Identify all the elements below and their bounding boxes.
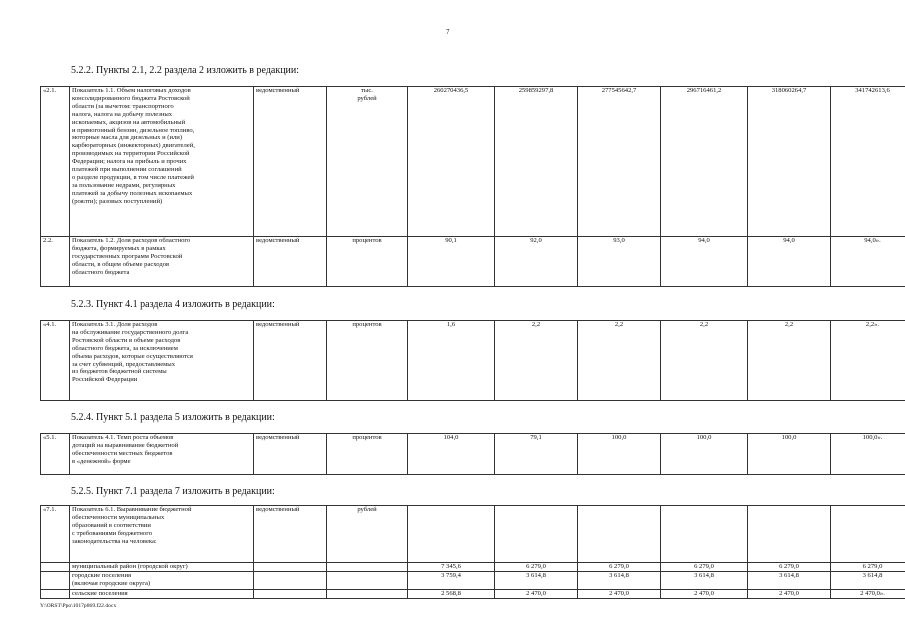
value-cell: 2 470,0 xyxy=(578,590,661,599)
value-cell: 92,0 xyxy=(495,237,578,287)
value-cell xyxy=(748,506,831,563)
page-number: 7 xyxy=(446,28,450,36)
value-cell: 104,0 xyxy=(408,434,495,475)
value-cell xyxy=(578,506,661,563)
indicator-type xyxy=(254,590,327,599)
indicator-type xyxy=(254,563,327,572)
row-number xyxy=(41,572,70,590)
value-cell: 2,2». xyxy=(831,321,905,401)
value-cell xyxy=(495,506,578,563)
table-row xyxy=(41,434,905,475)
indicator-name: Показатель 1.2. Доля расходов областного бюджета, формируемых в рамках государственных программ Ростовской области, в общем объеме расходов областного бюджета xyxy=(70,237,254,287)
row-number: «7.1. xyxy=(41,506,70,563)
unit-of-measure: рублей xyxy=(327,506,408,563)
section-title: 5.2.5. Пункт 7.1 раздела 7 изложить в редакции: xyxy=(71,486,275,497)
value-cell: 79,1 xyxy=(495,434,578,475)
value-cell: 6 279,0 xyxy=(661,563,748,572)
value-cell: 318060264,7 xyxy=(748,87,831,237)
value-cell: 6 279,0 xyxy=(578,563,661,572)
indicator-table xyxy=(40,433,905,475)
value-cell: 94,0 xyxy=(748,237,831,287)
value-cell: 277545642,7 xyxy=(578,87,661,237)
value-cell: 3 614,8 xyxy=(495,572,578,590)
row-number xyxy=(41,590,70,599)
section-title: 5.2.3. Пункт 4.1 раздела 4 изложить в редакции: xyxy=(71,299,275,310)
indicator-table xyxy=(40,320,905,401)
unit-of-measure xyxy=(327,590,408,599)
indicator-name: городские поселения (включая городские округа) xyxy=(70,572,254,590)
row-number xyxy=(41,563,70,572)
indicator-name: сельские поселения xyxy=(70,590,254,599)
value-cell: 260270436,5 xyxy=(408,87,495,237)
value-cell xyxy=(408,506,495,563)
value-cell: 6 279,0 xyxy=(748,563,831,572)
value-cell: 100,0 xyxy=(748,434,831,475)
value-cell: 2 568,8 xyxy=(408,590,495,599)
value-cell: 6 279,0 xyxy=(831,563,905,572)
indicator-table xyxy=(40,86,905,287)
unit-of-measure: процентов xyxy=(327,434,408,475)
value-cell: 94,0 xyxy=(661,237,748,287)
value-cell: 2 470,0 xyxy=(661,590,748,599)
unit-of-measure xyxy=(327,563,408,572)
value-cell: 3 614,8 xyxy=(578,572,661,590)
value-cell: 341742613,6 xyxy=(831,87,905,237)
value-cell xyxy=(661,506,748,563)
indicator-table xyxy=(40,505,905,599)
indicator-name: муниципальный район (городской округ) xyxy=(70,563,254,572)
value-cell: 296716461,2 xyxy=(661,87,748,237)
unit-of-measure: процентов xyxy=(327,237,408,287)
file-path-footer: Y:\ORST\Ppo\1017p869.f22.docx xyxy=(40,603,117,609)
value-cell: 3 614,8 xyxy=(661,572,748,590)
indicator-type: ведомственный xyxy=(254,434,327,475)
value-cell: 2 470,0 xyxy=(748,590,831,599)
value-cell: 93,0 xyxy=(578,237,661,287)
indicator-type: ведомственный xyxy=(254,237,327,287)
value-cell xyxy=(831,506,905,563)
indicator-type: ведомственный xyxy=(254,506,327,563)
value-cell: 90,1 xyxy=(408,237,495,287)
table-row xyxy=(41,506,905,563)
section-title: 5.2.4. Пункт 5.1 раздела 5 изложить в редакции: xyxy=(71,412,275,423)
unit-of-measure xyxy=(327,572,408,590)
table-row xyxy=(41,321,905,401)
table-row xyxy=(41,572,905,590)
indicator-type xyxy=(254,572,327,590)
table-row xyxy=(41,237,905,287)
indicator-name: Показатель 1.1. Объем налоговых доходов консолидированного бюджета Ростовской области (за вычетом: транспортного налога, налога на добычу полезных ископаемых, акцизов на автомобильный и прямогонный бензин, дизельное топливо, моторные масла для дизельных и (или) карбюраторных (инжекторных) двигателей, производимых на территории Российской Федерации; налога на прибыль и прочих платежей при выполнении соглашений о разделе продукции, в том числе платежей за пользование недрами, регулярных платежей за добычу полезных ископаемых (роялти); разовых поступлений) xyxy=(70,87,254,237)
indicator-name: Показатель 4.1. Темп роста объемов дотаций на выравнивание бюджетной обеспеченности местных бюджетов в «денежной» форме xyxy=(70,434,254,475)
unit-of-measure: процентов xyxy=(327,321,408,401)
value-cell: 2 470,0 xyxy=(495,590,578,599)
value-cell: 6 279,0 xyxy=(495,563,578,572)
value-cell: 100,0 xyxy=(578,434,661,475)
value-cell: 100,0». xyxy=(831,434,905,475)
unit-of-measure: тыс. рублей xyxy=(327,87,408,237)
table-row xyxy=(41,87,905,237)
value-cell: 7 345,6 xyxy=(408,563,495,572)
indicator-type: ведомственный xyxy=(254,321,327,401)
table-row xyxy=(41,590,905,599)
value-cell: 2,2 xyxy=(748,321,831,401)
row-number: «4.1. xyxy=(41,321,70,401)
value-cell: 94,0». xyxy=(831,237,905,287)
value-cell: 1,6 xyxy=(408,321,495,401)
value-cell: 100,0 xyxy=(661,434,748,475)
row-number: «5.1. xyxy=(41,434,70,475)
indicator-name: Показатель 6.1. Выравнивание бюджетной обеспеченности муниципальных образований в соответствии с требованиями бюджетного законодательства на человека: xyxy=(70,506,254,563)
value-cell: 2,2 xyxy=(661,321,748,401)
section-title: 5.2.2. Пункты 2.1, 2.2 раздела 2 изложить в редакции: xyxy=(71,65,300,76)
value-cell: 2,2 xyxy=(495,321,578,401)
value-cell: 3 759,4 xyxy=(408,572,495,590)
table-row xyxy=(41,563,905,572)
row-number: 2.2. xyxy=(41,237,70,287)
value-cell: 3 614,8 xyxy=(748,572,831,590)
row-number: «2.1. xyxy=(41,87,70,237)
value-cell: 3 614,8 xyxy=(831,572,905,590)
indicator-name: Показатель 3.1. Доля расходов на обслуживание государственного долга Ростовской области в объеме расходов областного бюджета, за исключением объема расходов, которые осуществляются за счет субвенций, предоставляемых из бюджетов бюджетной системы Российской Федерации xyxy=(70,321,254,401)
value-cell: 2,2 xyxy=(578,321,661,401)
indicator-type: ведомственный xyxy=(254,87,327,237)
value-cell: 259859297,8 xyxy=(495,87,578,237)
value-cell: 2 470,0». xyxy=(831,590,905,599)
